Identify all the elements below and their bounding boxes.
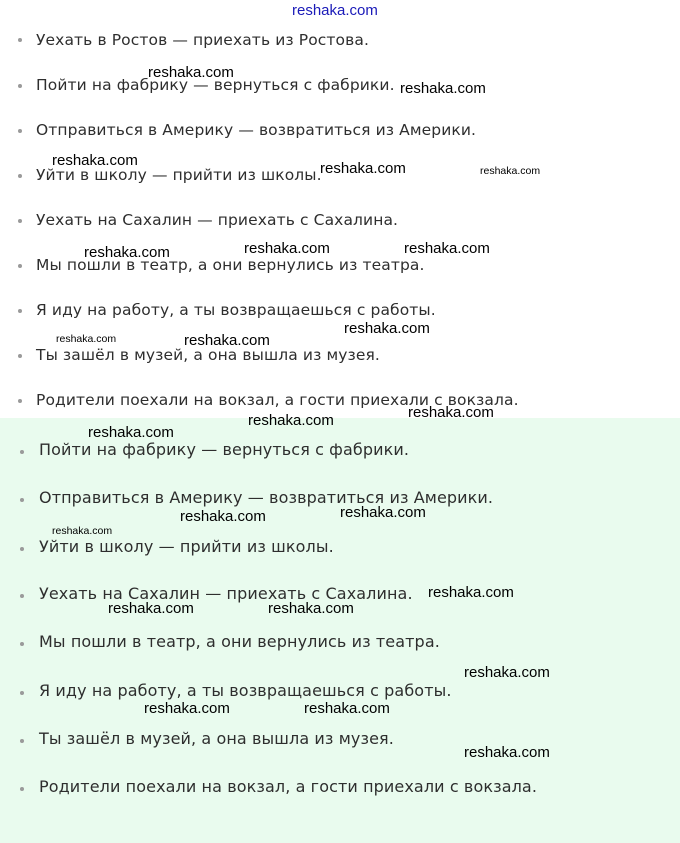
list-bullet — [20, 594, 24, 598]
list-bullet — [18, 309, 22, 313]
watermark: reshaka.com — [52, 152, 138, 169]
watermark: reshaka.com — [244, 240, 330, 257]
list-bullet — [18, 38, 22, 42]
list-bullet — [20, 498, 24, 502]
list-item: Пойти на фабрику — вернуться с фабрики. — [39, 440, 410, 459]
watermark: reshaka.com — [464, 664, 550, 681]
watermark: reshaka.com — [304, 700, 390, 717]
list-bullet — [18, 219, 22, 223]
watermark: reshaka.com — [88, 424, 174, 441]
list-bullet — [18, 354, 22, 358]
list-bullet — [18, 174, 22, 178]
list-item: Пойти на фабрику — вернуться с фабрики. — [36, 76, 395, 94]
list-item: Уйти в школу — прийти из школы. — [36, 166, 322, 184]
watermark: reshaka.com — [428, 584, 514, 601]
watermark: reshaka.com — [248, 412, 334, 429]
watermark: reshaka.com — [184, 332, 270, 349]
list-item: Уехать в Ростов — приехать из Ростова. — [36, 31, 369, 49]
list-bullet — [18, 399, 22, 403]
list-item: Отправиться в Америку — возвратиться из Америки. — [36, 121, 477, 139]
highlighted-list-section — [0, 418, 680, 843]
watermark: reshaka.com — [52, 525, 113, 537]
list-item: Я иду на работу, а ты возвращаешься с работы. — [39, 681, 452, 700]
list-bullet — [20, 642, 24, 646]
list-item: Ты зашёл в музей, а она вышла из музея. — [36, 346, 380, 364]
list-bullet — [20, 787, 24, 791]
list-bullet — [20, 450, 24, 454]
list-bullet — [20, 547, 24, 551]
watermark: reshaka.com — [108, 600, 194, 617]
watermark: reshaka.com — [480, 165, 541, 177]
list-bullet — [18, 129, 22, 133]
watermark: reshaka.com — [404, 240, 490, 257]
watermark: reshaka.com — [144, 700, 230, 717]
list-item: Родители поехали на вокзал, а гости приехали с вокзала. — [36, 391, 519, 409]
list-item: Уехать на Сахалин — приехать с Сахалина. — [36, 211, 399, 229]
watermark: reshaka.com — [408, 404, 494, 421]
list-item: Мы пошли в театр, а они вернулись из театра. — [39, 632, 440, 651]
watermark: reshaka.com — [400, 80, 486, 97]
list-item: Родители поехали на вокзал, а гости приехали с вокзала. — [39, 777, 538, 796]
watermark: reshaka.com — [268, 600, 354, 617]
watermark: reshaka.com — [344, 320, 430, 337]
list-item: Ты зашёл в музей, а она вышла из музея. — [39, 729, 394, 748]
watermark: reshaka.com — [84, 244, 170, 261]
list-bullet — [20, 739, 24, 743]
list-bullet — [18, 264, 22, 268]
watermark: reshaka.com — [148, 64, 234, 81]
watermark: reshaka.com — [180, 508, 266, 525]
list-item: Я иду на работу, а ты возвращаешься с работы. — [36, 301, 436, 319]
list-bullet — [18, 84, 22, 88]
watermark: reshaka.com — [464, 744, 550, 761]
watermark: reshaka.com — [292, 2, 378, 19]
watermark: reshaka.com — [340, 504, 426, 521]
list-item: Мы пошли в театр, а они вернулись из театра. — [36, 256, 425, 274]
watermark: reshaka.com — [320, 160, 406, 177]
list-item: Отправиться в Америку — возвратиться из Америки. — [39, 488, 494, 507]
watermark: reshaka.com — [56, 333, 117, 345]
list-bullet — [20, 691, 24, 695]
list-item: Уехать на Сахалин — приехать с Сахалина. — [39, 584, 413, 603]
list-item: Уйти в школу — прийти из школы. — [39, 537, 334, 556]
